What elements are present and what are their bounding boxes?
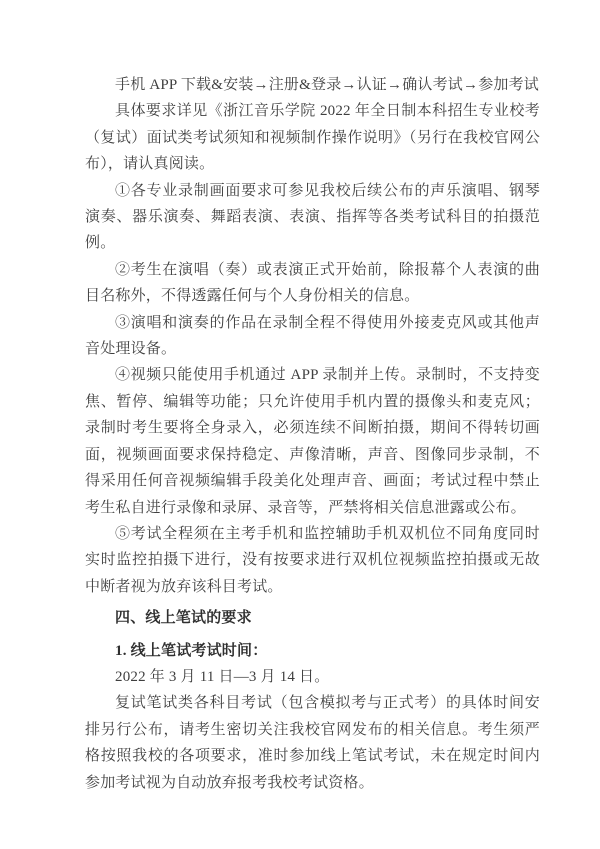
paragraph: ⑤考试全程须在主考手机和监控辅助手机双机位不同角度同时实时监控拍摄下进行，没有按要求进行双机位视频监控拍摄或无故中断者视为放弃该科目考试。 xyxy=(85,525,540,595)
paragraph: 复试笔试类各科目考试（包含模拟考与正式考）的具体时间安排另行公布，请考生密切关注我校官网发布的相关信息。考生须严格按照我校的各项要求，准时参加线上笔试考试，未在规定时间内参加考试视为自动放弃报考我校考试资格。 xyxy=(85,695,540,791)
paragraph: ②考生在演唱（奏）或表演正式开始前，除报幕个人表演的曲目名称外，不得透露任何与个人身份相关的信息。 xyxy=(85,261,540,305)
paragraph: 2022 年 3 月 11 日—3 月 14 日。 xyxy=(115,668,330,685)
paragraph: ①各专业录制画面要求可参见我校后续公布的声乐演唱、钢琴演奏、器乐演奏、舞蹈表演、表演、指挥等各类考试科目的拍摄范例。 xyxy=(85,182,540,252)
paragraph: ③演唱和演奏的作品在录制全程不得使用外接麦克风或其他声音处理设备。 xyxy=(85,314,540,358)
document-body xyxy=(85,72,540,796)
paragraph: ④视频只能使用手机通过 APP 录制并上传。录制时，不支持变焦、暂停、编辑等功能；只允许使用手机内置的摄像头和麦克风；录制时考生要将全身录入，必须连续不间断拍摄，期间不得转切画面，视频画面要求保持稳定、声像清晰，声音、图像同步录制，不得采用任何音视频编辑手段美化处理声音、画面；考试过程中禁止考生私自进行录像和录屏、录音等，严禁将相关信息泄露或公布。 xyxy=(85,367,540,516)
subsection-heading: 1. 线上笔试考试时间： xyxy=(115,642,268,659)
paragraph: 手机 APP 下载&安装→注册&登录→认证→确认考试→参加考试 xyxy=(115,77,539,93)
paragraph: 具体要求详见《浙江音乐学院 2022 年全日制本科招生专业校考（复试）面试类考试须知和视频制作操作说明》（另行在我校官网公布），请认真阅读。 xyxy=(85,103,540,173)
section-heading: 四、线上笔试的要求 xyxy=(115,610,252,627)
